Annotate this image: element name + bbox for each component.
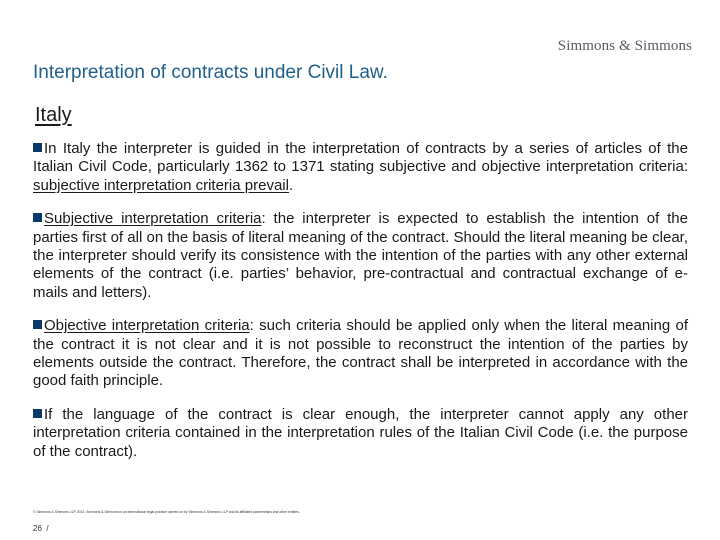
paragraph-1-text: In Italy the interpreter is guided in the interpretation of contracts by a series of articles of the Italian Civil Code, particularly 1362 to 1371 stating subjective and objective interpretation criteria: (33, 140, 688, 176)
company-logo: Simmons & Simmons (557, 38, 692, 54)
page-number: 26 (33, 524, 42, 533)
square-bullet-icon (33, 143, 42, 152)
paragraph-3 (33, 317, 688, 391)
page-number-row (33, 524, 49, 533)
paragraph-3-text: : such criteria should be applied only when the literal meaning of the contract it is not clear and it is not possible to reconstruct the intention of the parties by elements outside the contract. Therefore, the contract shall be interpreted in accordance with the good faith principle. (33, 317, 688, 390)
square-bullet-icon (33, 320, 42, 329)
paragraph-4 (33, 406, 688, 461)
slide-subtitle: Italy (35, 104, 72, 126)
copyright-footnote: © Simmons & Simmons LLP 2013. Simmons & Simmons is an international legal practice carried on by Simmons & Simmons LLP and its affiliated partnerships and other entities. (33, 510, 300, 514)
paragraph-3-underlined: Objective interpretation criteria (44, 317, 250, 335)
page-separator: / (46, 524, 49, 533)
slide-title: Interpretation of contracts under Civil Law. (33, 62, 388, 83)
slide-body (33, 140, 688, 476)
paragraph-2-text: : the interpreter is expected to establish the intention of the parties first of all on the basis of literal meaning of the contract. Should the literal meaning be clear, the interpreter should verify its consistence with the intention of the parties with any other external elements of the contract (i.e. parties’ behavior, pre-contractual and contractual exchange of e-mails and letters). (33, 210, 688, 301)
paragraph-4-text: If the language of the contract is clear enough, the interpreter cannot apply any other interpretation criteria contained in the interpretation rules of the Italian Civil Code (i.e. the purpose of the contract). (33, 405, 688, 460)
paragraph-1-end: . (288, 176, 294, 194)
square-bullet-icon (33, 409, 42, 418)
paragraph-1-underlined: subjective interpretation criteria prevail (33, 176, 289, 194)
square-bullet-icon (33, 213, 42, 222)
paragraph-2 (33, 210, 688, 302)
paragraph-2-underlined: Subjective interpretation criteria (44, 210, 262, 228)
paragraph-1 (33, 140, 688, 195)
